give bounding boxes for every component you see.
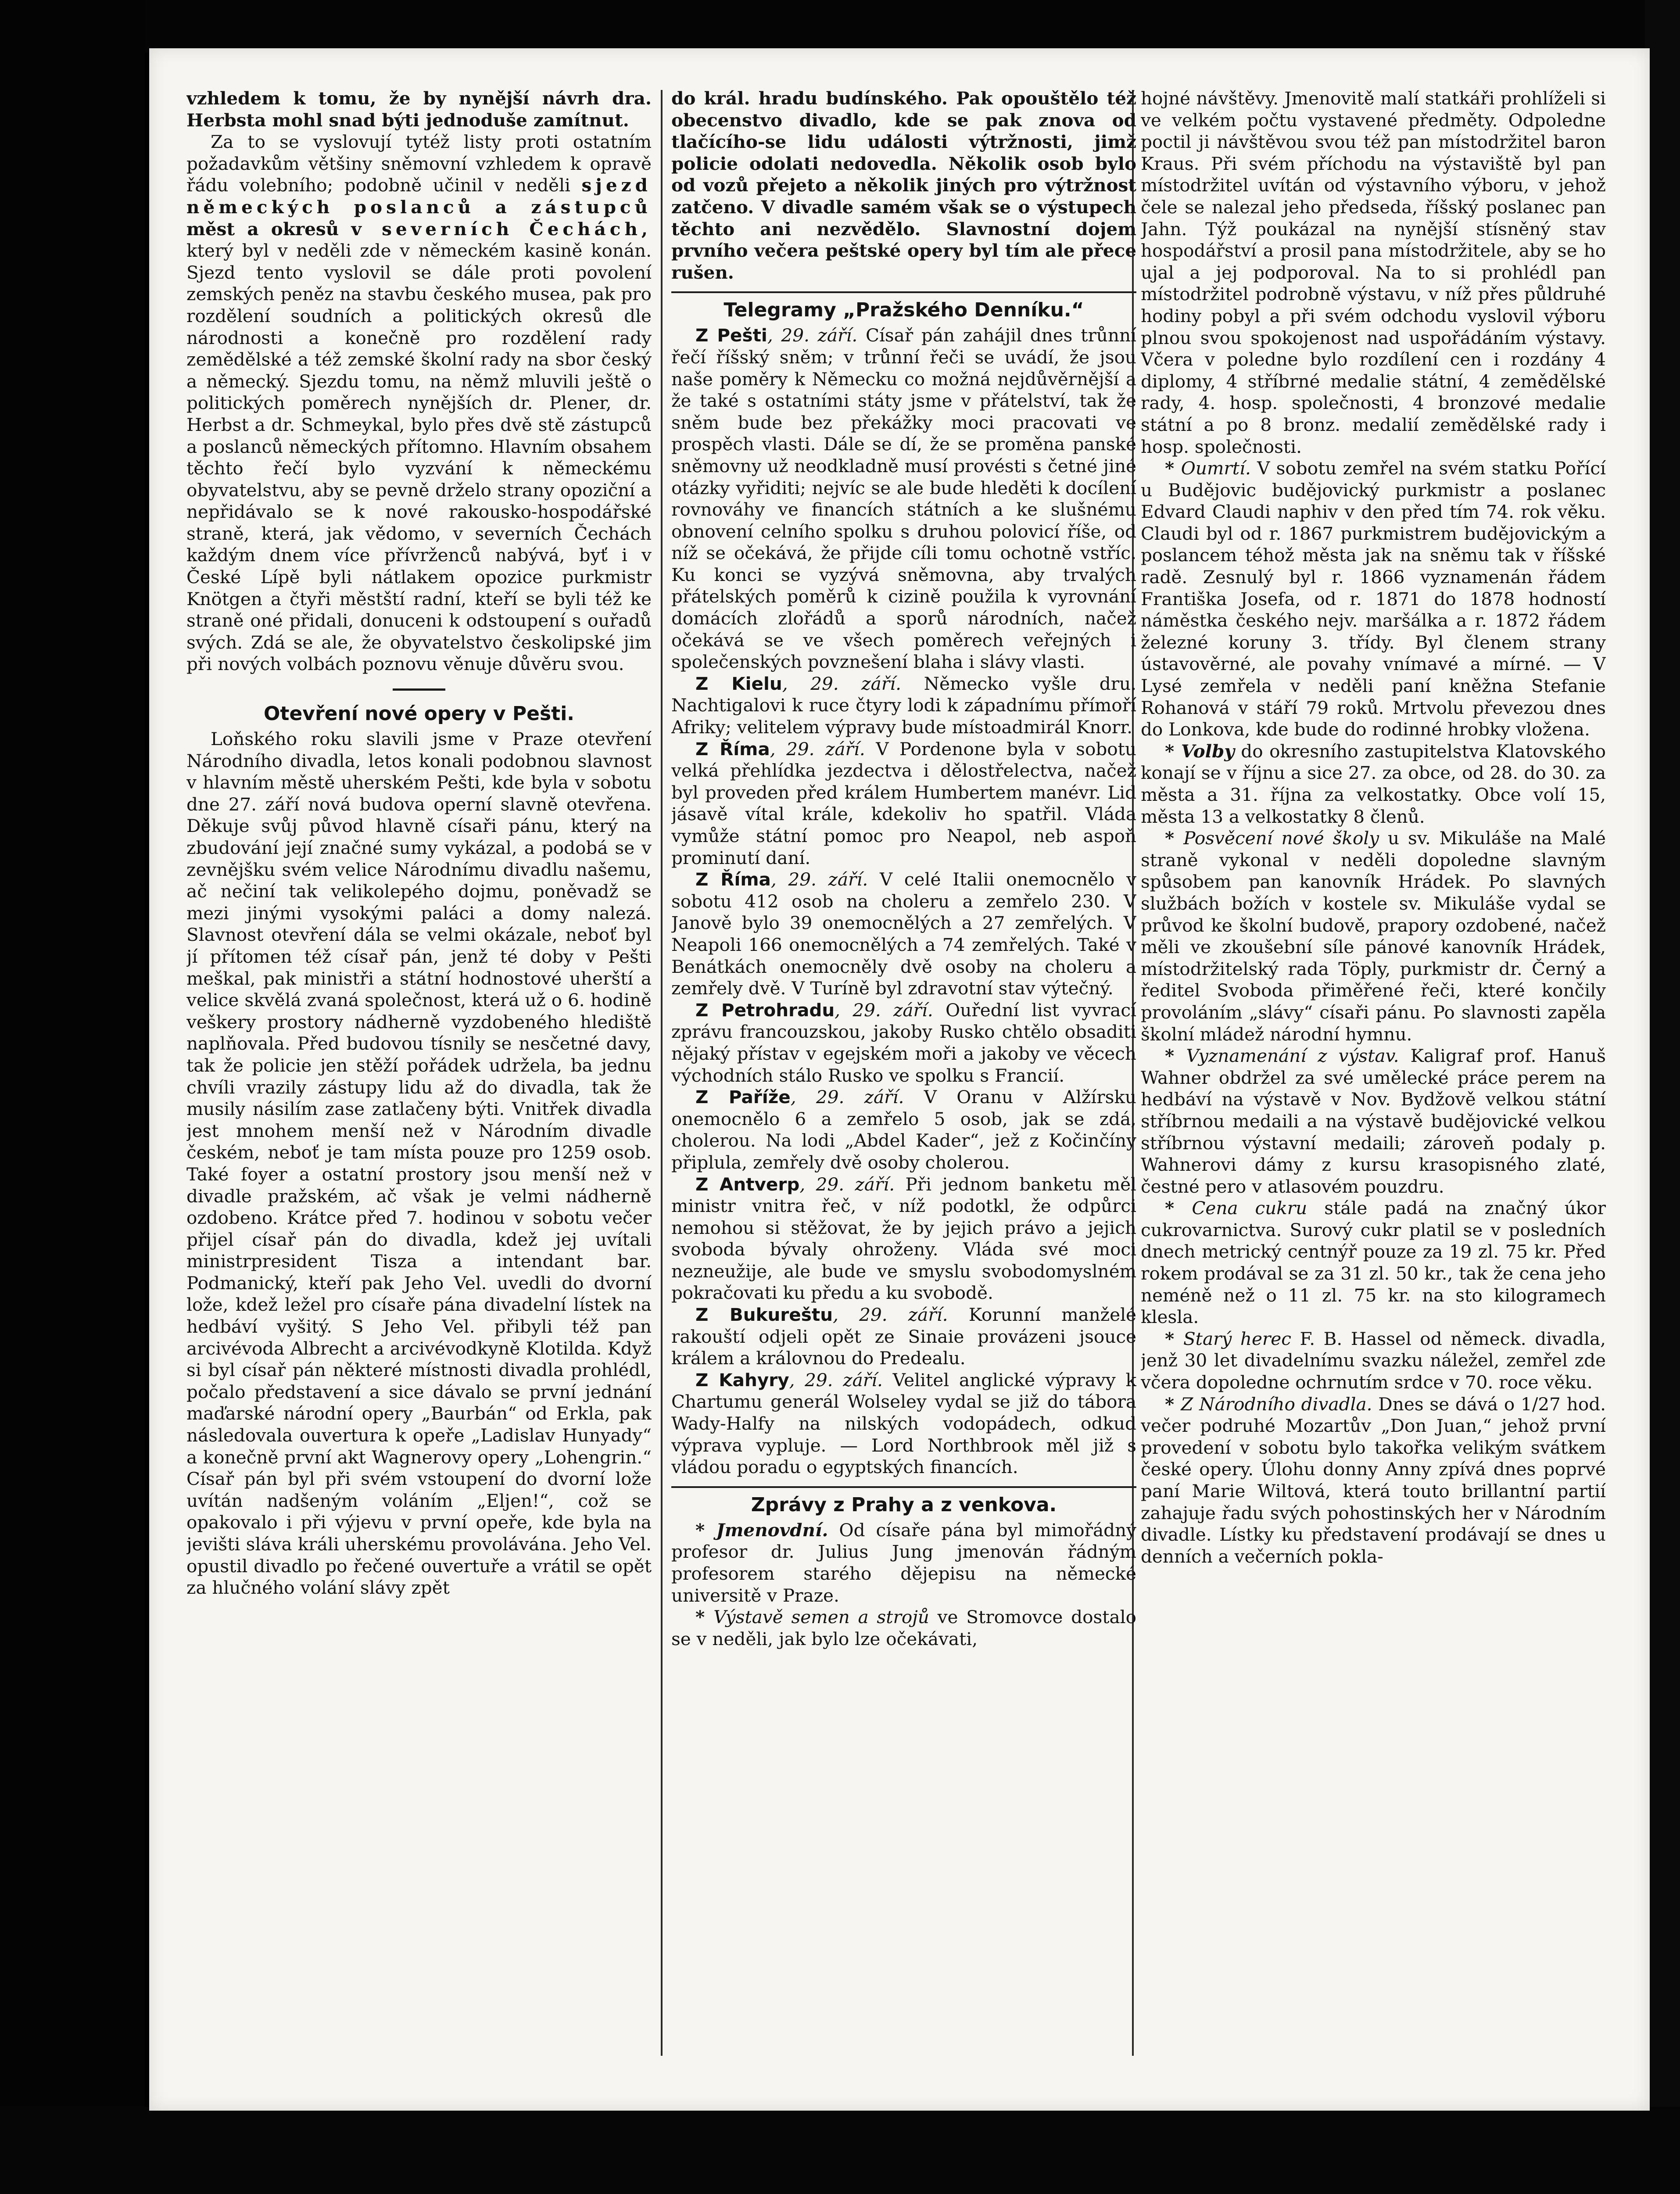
news-text: u sv. Mikuláše na Malé straně vykonal v neděli dopoledne slavným spůsobem pan kanovník Hrádek. Po slavných službách božích v kostele sv. Mikuláše vydal se průvod ke školní budově, prapory ozdobené, načež měli ve zkoušební síle pánové kanovník Hrádek, místodržitelský rada Töply, purkmistr dr. Černý a ředitel Svoboda přiměřené řeči, které končily provoláním „slávy“ císaři pánu. Po slavnosti zapěla školní mládež národní hymnu. <box>1141 828 1606 1045</box>
news-item <box>1141 458 1606 741</box>
news-text: Kaligraf prof. Hanuš Wahner obdržel za své umělecké práce perem na hedbáví na výstavě v Nov. Bydžově velkou státní stříbrnou medaili a na výstavě budějovické velkou stříbrnou výstavní medaili; zároveň podaly p. Wahnerovi dámy z kursu krasopisného zlaté, čestné pero v atlasovém pouzdru. <box>1141 1045 1606 1197</box>
asterisk-glyph: * <box>1165 1045 1186 1067</box>
asterisk-glyph: * <box>695 1606 714 1628</box>
news-label: Oumrtí. <box>1181 458 1251 479</box>
scan-border-left <box>0 0 145 2194</box>
dateline-place: Z Paříže <box>695 1086 791 1108</box>
telegram-text: Německo vyšle dru. Nachtigalovi k ruce čtyry lodi k západnímu přímoří Afriky; velitelem výpravy bude místoadmirál Knorr. <box>671 673 1136 738</box>
dateline-date: , 29. září. <box>770 738 865 760</box>
article-heading: Otevření nové opery v Pešti. <box>264 703 574 725</box>
telegram-item <box>671 1369 1136 1478</box>
dateline-date: , 29. září. <box>799 1173 895 1195</box>
telegram-item <box>671 1086 1136 1173</box>
telegram-item <box>671 1000 1136 1086</box>
scan-border-bottom <box>0 2107 1680 2194</box>
column-left <box>186 88 652 2084</box>
section-divider <box>671 291 1136 293</box>
dateline-date: , 29. září. <box>767 325 858 346</box>
spaced-text: sjezd německých poslanců a zástupců <box>186 175 652 218</box>
asterisk-glyph: * <box>1165 740 1181 762</box>
text-run: měst a okresů <box>186 218 351 240</box>
scan-border-top <box>0 0 1680 53</box>
telegram-text: Císař pán zahájil dnes trůnní řečí říšský sněm; v trůnní řeči se uvádí, že jsou naše poměry k Německu co možná nejdůvěrnější a že také s ostatními státy jsme v přátelství, tak že sněm bude bez překážky moci pracovati ve prospěch vlasti. Dále se dí, že se proměna panské sněmovny už neodkladně musí provésti s četné jiné otázky vyřiditi; nejvíc se ale bude hleděti k docílení rovnováhy ve financích státních a ke slušnému obnovení celního spolku s druhou polovicí říše, od níž se očekává, že přijde cíli tomu ochotně vstříc. Ku konci se vyzývá sněmovna, aby trvalých přátelských poměrů k cizině použila k vyrovnání domácích zlořádů a sporů národních, načež očekává se ve všech poměrech veřejných i společenských povznešení blaha i slávy vlasti. <box>671 325 1136 673</box>
dateline-date: , 29. září. <box>833 1304 948 1326</box>
column-right <box>1141 88 1606 2084</box>
text-run: který byl v neděli zde v německém kasině konán. Sjezd tento vyslovil se dále proti povolení zemských peněz na stavbu českého musea, pak pro rozdělení soudních a politických okresů dle národnosti a konečně pro rozdělení rady zemědělské a též zemské školní rady na sbor český a německý. Sjezdu tomu, na němž mluvili ještě o politických poměrech nynějších dr. Plener, dr. Herbst a dr. Schmeykal, bylo přes dvě stě zástupců a poslanců německých přítomno. Hlavním obsahem těchto řečí bylo vyzvání k německému obyvatelstvu, aby se pevně drželo strany opoziční a nepřidávalo se k nové rakousko-hospodářské straně, která, jak vědomo, v severních Čechách každým dnem více přívrženců nabývá, byť i v České Lípě byli nátlakem opozice purkmistr Knötgen a čtyři městští radní, kteří se byli též ke straně oné přidali, donuceni k odstoupení s ouřadů svých. Zdá se ale, že obyvatelstvo českolipské jim při nových volbách poznovu věnuje důvěru svou. <box>186 240 652 675</box>
news-label: Volby <box>1181 740 1235 762</box>
news-text: ve Stromovce dostalo se v neděli, jak bylo lze očekávati, <box>671 1606 1136 1649</box>
telegram-text: Velitel anglické výpravy k Chartumu generál Wolseley vydal se již do tábora Wady-Halfy na nilských vodopádech, odkud výprava vypluje. — Lord Northbrook měl již s vládou poradu o egyptských financích. <box>671 1369 1136 1478</box>
news-item <box>1141 1197 1606 1328</box>
asterisk-glyph: * <box>695 1519 716 1541</box>
article-paragraph: Loňského roku slavili jsme v Praze otevření Národního divadla, letos konali podobnou slavnost v hlavním městě uherském Pešti, kde byla v sobotu dne 27. září nová budova operní slavně otevřena. Děkuje svůj původ hlavně císaři pánu, který na zbudování její značné sumy vykázal, a podobá se v zevnějšku svém velice Národnímu divadlu našemu, ač nečiní tak velikolepého dojmu, poněvadž se mezi jinými vysokými paláci a domy nalezá. Slavnost otevření dála se velmi okázale, neboť byl jí přítomen též císař pán, jenž té doby v Pešti meškal, pak ministři a státní hodnostové uherští a velice skvělá zvaná společnost, která už o 6. hodině veškery prostory nádherně vyzdobeného hlediště naplňovala. Před budovou tísnily se nesčetné davy, tak že policie jen stěží pořádek udržela, ba jednu chvíli vrazily zástupy lidu až do divadla, tak že musily násilím zase zatlačeny býti. Vnitřek divadla jest mnohem menší než v Národním divadle českém, neboť je tam místa pouze pro 1259 osob. Také foyer a ostatní prostory jsou menší než v divadle pražském, ač však je velmi nádherně ozdobeno. Krátce před 7. hodinou v sobotu večer přijel císař pán do divadla, kdež jej uvítali ministrpresident Tisza a intendant bar. Podmanický, kteří pak Jeho Vel. uvedli do dvorní lože, kdež ležel pro císaře pána divadelní lístek na hedbáví vyšitý. S Jeho Vel. přibyli též pan arcivévoda Albrecht a arcivévodkyně Klotilda. Když si byl císař pán některé místnosti divadla prohlédl, počalo představení a sice dávalo se první jednání maďarské národní opery „Baurbán“ od Erkla, pak následovala ouvertura k opeře „Ladislav Hunyady“ a konečně první akt Wagnerovy opery „Lohengrin.“ Císař pán byl při svém vstoupení do dvorní lože uvítán nadšeným voláním „Eljen!“, což se opakovalo i při výjevu v první opeře, kde byla na jevišti sláva králi uherskému provolávána. Jeho Vel. opustil divadlo po řečené ouvertuře a vrátil se opět za hlučného volání slávy zpět <box>186 728 652 1599</box>
news-item <box>671 1606 1136 1650</box>
news-item <box>1141 1045 1606 1197</box>
news-text: Od císaře pána byl mimořádný profesor dr. Julius Jung jmenován řádným profesorem starého dějepisu na německé universitě v Praze. <box>671 1519 1136 1606</box>
news-item <box>671 1520 1136 1606</box>
news-label: Starý herec <box>1183 1328 1291 1349</box>
dateline-date: , 29. září. <box>790 1086 904 1108</box>
newspaper-page <box>149 48 1650 2111</box>
telegram-text: V celé Italii onemocnělo v sobotu 412 osob na choleru a zemřelo 230. V Janově bylo 39 onemocnělých a 27 zemřelých. V Neapoli 166 onemocnělých a 74 zemřelých. Také v Benátkách onemocněly dvě osoby na choleru a zemřely dvě. V Turíně byl zdravotní stav výtečný. <box>671 869 1136 999</box>
article-continuation: vzhledem k tomu, že by nynější návrh dra. Herbsta mohl snad býti jednoduše zamítnut. <box>186 88 652 131</box>
section-divider <box>393 688 445 691</box>
article-paragraph <box>186 131 652 675</box>
article-continuation: hojné návštěvy. Jmenovitě malí statkáři prohlíželi si ve velkém počtu vystavené předměty. Odpoledne poctil ji návštěvou svou též pan místodržitel baron Kraus. Při svém příchodu na výstaviště byl pan místodržitel uvítán od výstavního výboru, v jehož čele se nalezal jeho předseda, říšský poslanec pan Jahn. Týž poukázal na nynější stísněný stav hospodářství a prosil pana místodržitele, aby se ho ujal a jej podporoval. Na to si prohlédl pan místodržitel podrobně výstavu, v níž přes půldruhé hodiny pobyl a při svém odchodu vyslovil výboru plnou svou spokojenost nad uspořádáním výstavy. Včera v poledne bylo rozdílení cen i rozdány 4 diplomy, 4 stříbrné medalie státní, 4 zemědělské rady, 4. hosp. společnosti, 4 bronzové medalie státní a po 8 bronz. medalií zemědělské rady i hosp. společnosti. <box>1141 88 1606 457</box>
column-middle <box>671 88 1136 2084</box>
news-label: Z Národního divadla. <box>1181 1393 1372 1415</box>
news-item <box>1141 741 1606 828</box>
telegram-text: Ouřední list vyvrací zprávu francouzskou, jakoby Rusko chtělo obsaditi nějaký přístav v egejském moři a jakoby ve věcech východních stálo Rusko ve spolku s Francií. <box>671 999 1136 1086</box>
news-label: Výstavě semen a strojů <box>713 1606 929 1628</box>
telegram-item <box>671 739 1136 869</box>
news-text: V sobotu zemřel na svém statku Pořící u Budějovic budějovický purkmistr a poslanec Edvard Claudi naphiv v den před tím 74. rok věku. Claudi byl od r. 1867 purkmistrem budějovickým a poslancem téhož města jak na sněmu tak v říšské radě. Zesnulý byl r. 1866 vyznamenán řádem Františka Josefa, od r. 1871 do 1878 hodností náměstka českého nejv. maršálka a r. 1872 řádem železné koruny 3. třídy. Byl členem strany ústavověrné, ale povahy vnímavé a mírné. — V Lysé zemřela v neděli paní kněžna Stefanie Rohanová v stáří 79 roků. Mrtvolu převezou dnes do Lonkova, kde bude do rodinné hrobky vložena. <box>1141 458 1606 740</box>
dateline-date: , 29. září. <box>770 869 868 890</box>
section-heading: Zprávy z Prahy a z venkova. <box>751 1493 1057 1516</box>
news-text: Dnes se dává o 1/27 hod. večer podruhé Mozartův „Don Juan,“ jehož první provedení v sobotu bylo takořka velikým svátkem české opery. Úlohu donny Anny zpívá dnes poprvé paní Marie Wiltová, která touto brillantní partií zahajuje řadu svých pohostinských her v Národním divadle. Lístky ku představení prodávají se dnes u denních a večerních pokla- <box>1141 1393 1606 1567</box>
dateline-date: , 29. září. <box>789 1369 883 1391</box>
telegram-text: V Oranu v Alžírsku onemocnělo 6 a zemřelo 5 osob, jak se zdá, cholerou. Na lodi „Abdel Kader“, jež z Kočinčíny připlula, zemřely dvě osoby cholerou. <box>671 1086 1136 1173</box>
asterisk-glyph: * <box>1165 1393 1181 1415</box>
telegram-item <box>671 1304 1136 1369</box>
news-label: Posvěcení nové školy <box>1183 828 1379 849</box>
telegram-text: Při jednom banketu měl ministr vnitra řeč, v níž podotkl, že odpůrci nemohou si stěžovat, že by jejich právo a jejich svoboda bývaly ohroženy. Vláda své moci nezneužije, ale bude ve smyslu svobodomyslném pokračovati ku předu a ku svobodě. <box>671 1173 1136 1304</box>
asterisk-glyph: * <box>1165 458 1181 479</box>
news-item <box>1141 1328 1606 1394</box>
dateline-place: Z Kahyry <box>695 1369 789 1391</box>
news-item <box>1141 1394 1606 1568</box>
asterisk-glyph: * <box>1165 1197 1192 1219</box>
dateline-place: Z Pešti <box>695 325 767 346</box>
telegram-item <box>671 673 1136 739</box>
news-text: F. B. Hassel od německ. divadla, jenž 30 let divadelnímu svazku náležel, zemřel zde včera dopoledne ochrnutím srdce v 70. roce věku. <box>1141 1328 1606 1393</box>
news-item <box>1141 828 1606 1045</box>
news-label: Cena cukru <box>1192 1197 1307 1219</box>
news-label: Jmenovdní. <box>716 1519 828 1541</box>
column-divider <box>661 90 663 2056</box>
section-heading: Telegramy „Pražského Denníku.“ <box>724 299 1084 322</box>
telegram-item <box>671 869 1136 1000</box>
dateline-date: , 29. září. <box>835 999 933 1021</box>
scan-border-right <box>1645 0 1680 2194</box>
telegram-item <box>671 325 1136 673</box>
news-text: stále padá na značný úkor cukrovarnictva. Surový cukr platil se v posledních dnech metrický centnýř pouze za 19 zl. 75 kr. Před rokem prodával se za 31 zl. 50 kr., tak že cena jeho neméně než o 11 zl. 75 kr. na sto kilogramech klesla. <box>1141 1197 1606 1328</box>
dateline-place: Z Petrohradu <box>695 999 835 1021</box>
text-run: Za to se vyslovují tytéž listy proti ostatním požadavkům většiny sněmovní vzhledem k opravě řádu volebního; podobně učinil v neděli <box>186 131 652 196</box>
dateline-place: Z Antverp <box>695 1173 800 1195</box>
article-continuation: do král. hradu budínského. Pak opouštělo též obecenstvo divadlo, kde se pak znova od tlačícího-se lidu události výtržnosti, jimž policie odolati nedovedla. Několik osob bylo od vozů přejeto a několik jiných pro výtržnost zatčeno. V divadle samém však se o výstupech těchto ani nezvědělo. Slavnostní dojem prvního večera peštské opery byl tím ale přece rušen. <box>671 88 1136 283</box>
telegram-item <box>671 1174 1136 1305</box>
dateline-place: Z Říma <box>695 738 770 760</box>
news-label: Vyznamenání z výstav. <box>1186 1045 1399 1067</box>
spaced-text: v severních Čechách, <box>351 218 652 240</box>
telegram-text: Korunní manželé rakouští odjeli opět ze Sinaie provázeni jsouce králem a královnou do Predealu. <box>671 1304 1136 1369</box>
dateline-date: , 29. září. <box>782 673 901 694</box>
dateline-place: Z Kielu <box>695 673 782 694</box>
telegram-text: V Pordenone byla v sobotu velká přehlídka jezdectva i dělostřelectva, načež byl proveden před králem Humbertem manévr. Lid jásavě vítal krále, kdekoliv ho spatřil. Vláda vymůže státní pomoc pro Neapol, neb aspoň prominutí daní. <box>671 738 1136 868</box>
section-divider <box>671 1486 1136 1488</box>
dateline-place: Z Bukureštu <box>695 1304 833 1326</box>
asterisk-glyph: * <box>1165 1328 1183 1349</box>
asterisk-glyph: * <box>1165 828 1184 849</box>
dateline-place: Z Říma <box>695 869 771 890</box>
news-text: do okresního zastupitelstva Klatovského konají se v říjnu a sice 27. za obce, od 28. do 30. za města a 31. října za velkostatky. Obce volí 15, města 13 a velkostatky 8 členů. <box>1141 740 1606 827</box>
